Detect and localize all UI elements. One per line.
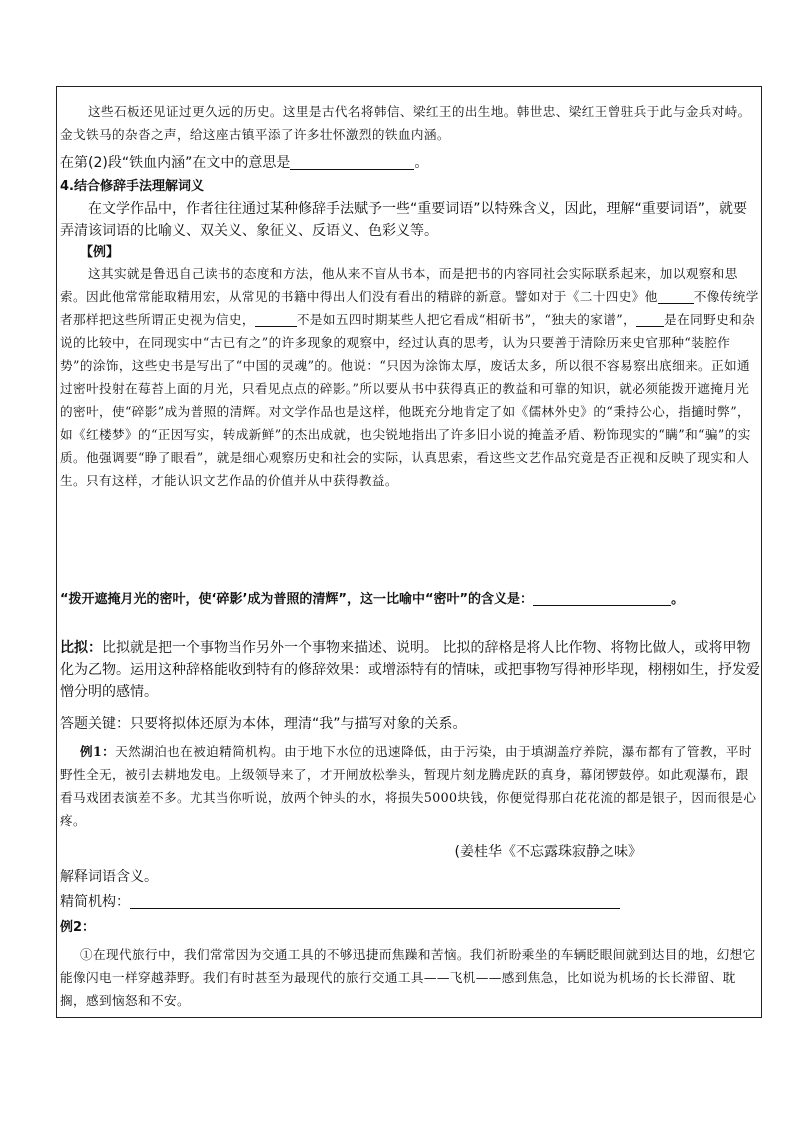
example-2-text: ①在现代旅行中，我们常常因为交通工具的不够迅捷而焦躁和苦恼。我们祈盼乘坐的车辆眨眼间就到达目的地，幻想它能像闪电一样穿越莽野。我们有时甚至为最现代的旅行交通工具——飞机——感到焦急，比如说为机场的长长滞留、耽搁，感到恼怒和不安。 [60,947,756,1008]
passage-blank-2 [255,312,297,327]
nizhi-definition: 比拟：比拟就是把一个事物当作另外一个事物来描述、说明。 比拟的辞格是将人比作物、将物比做人，或将甲物化为乙物。运用这种辞格能收到特有的修辞效果：或增添特有的情味，或把事物写得神形毕现，栩栩如生，抒发爱憎分明的感情。 [60,640,760,700]
answer-blank-3 [130,894,620,909]
example-1-source: (姜桂华《不忘露珠寂静之味》 [454,844,642,860]
passage-blank-1 [658,289,694,304]
question-1: 在第(2)段“铁血内涵”在文中的意思是 。 [60,155,429,171]
paragraph-history: 这些石板还见证过更久远的历史。这里是古代名将韩信、梁红王的出生地。韩世忠、梁红王曾驻兵于此与金兵对峙。金戈铁马的杂沓之声，给这座古镇平添了许多壮怀激烈的铁血内涵。 [60,104,751,142]
intro-paragraph: 在文学作品中，作者往往通过某种修辞手法赋予一些“重要词语”以特殊含义，因此，理解“重要词语”，就要弄清该词语的比喻义、双关义、象征义、反语义、色彩义等。 [60,201,748,239]
example-label: 【例】 [80,245,120,260]
section-heading-4: 4.结合修辞手法理解词义 [60,179,204,194]
jingjian-question: 精简机构： [60,891,760,913]
question-2: “拨开遮掩月光的密叶，使‘碎影’成为普照的清辉”，这一比喻中“密叶”的含义是： 。 [60,592,685,607]
passage-luxun: 这其实就是鲁迅自己读书的态度和方法，他从来不盲从书本，而是把书的内容同社会实际联系起来，加以观察和思索。因此他常常能取精用宏，从常见的书籍中得出人们没有看出的精辟的新意。譬如对于《二十四史》他 不像传统学者那样把这些所谓正史视为信史， 不是如五四时期某些人把它看成“相斫书”，“独夫的家谱”， 是在同野史和杂说的比较中，在同现实中“古已有之”的许多现象的观察中，经过认真的思考，认为只要善于清除历来史官那种“装腔作势”的涂饰，这些史书是写出了“中国的灵魂”的。他说：“只因为涂饰太厚，废话太多，所以很不容易察出底细来。正如通过密叶投射在莓苔上面的月光，只看见点点的碎影。”所以要从书中获得真正的教益和可靠的知识，就必须能拨开遮掩月光的密叶，使“碎影”成为普照的清辉。对文学作品也是这样，他既充分地肯定了如《儒林外史》的“秉持公心，指擿时弊”，如《红楼梦》的“正因写实，转成新鲜”的杰出成就，也尖锐地指出了许多旧小说的掩盖矛盾、粉饰现实的“瞒”和“骗”的实质。他强调要“睁了眼看”，就是细心观察历史和社会的实际，认真思索，看这些文艺作品究竟是否正视和反映了现实和人生。只有这样，才能认识文艺作品的价值并从中获得教益。 [60,266,759,488]
explain-instruction: 解释词语含义。 [60,869,158,885]
answer-key: 答题关键：只要将拟体还原为本体，理清“我”与描写对象的关系。 [60,716,467,732]
answer-blank-1 [290,155,414,170]
example-2-label: 例2： [60,920,96,935]
example-1: 例1：天然湖泊也在被迫精简机构。由于地下水位的迅速降低，由于污染，由于填湖盖疗养院，瀑布都有了管教，平时野性全无，被引去耕地发电。上级领导来了，才开闸放松拳头，暂现片刻龙腾虎跃的真身，幕闭锣鼓停。如此观瀑布，跟看马戏团表演差不多。尤其当你听说，放两个钟头的水，将损失5000块钱，你便觉得那白花花流的都是银子，因而很是心疼。 [60,744,757,828]
passage-blank-3 [636,312,664,327]
answer-blank-2 [533,591,671,606]
